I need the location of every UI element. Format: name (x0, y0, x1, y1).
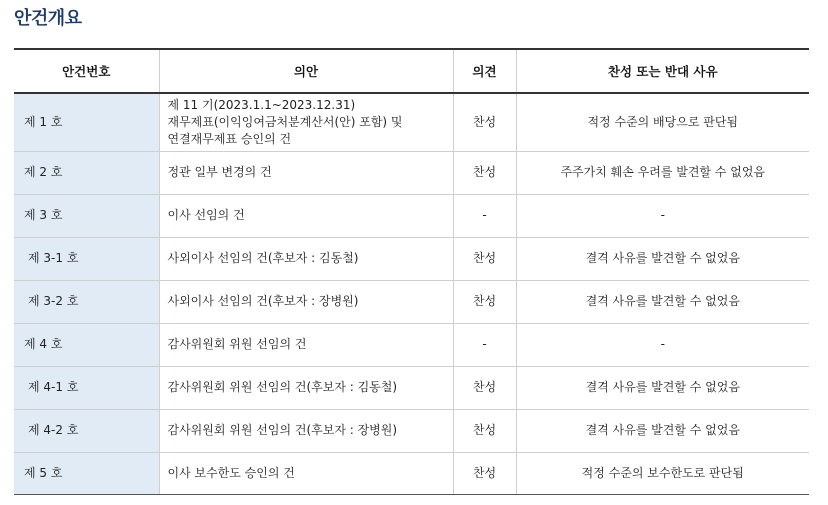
reason-cell: - (516, 323, 809, 366)
agenda-title-line: 감사위원회 위원 선임의 건(후보자 : 장병원) (167, 423, 398, 437)
column-header-agenda: 의안 (159, 49, 453, 93)
table-row (14, 323, 809, 366)
column-header-opinion: 의견 (453, 49, 516, 93)
agenda-title-line: 제 11 기(2023.1.1~2023.12.31) (167, 97, 356, 112)
agenda-title-cell (159, 194, 453, 237)
table-row (14, 194, 809, 237)
column-header-reason: 찬성 또는 반대 사유 (516, 49, 809, 93)
agenda-number-cell: 제 4-1 호 (14, 366, 159, 409)
agenda-title-cell (159, 409, 453, 452)
agenda-title-cell (159, 93, 453, 151)
agenda-number-cell: 제 4 호 (14, 323, 159, 366)
agenda-number-cell: 제 3-1 호 (14, 237, 159, 280)
opinion-cell: - (453, 323, 516, 366)
agenda-title-cell (159, 151, 453, 194)
table-row (14, 93, 809, 151)
table-row (14, 452, 809, 494)
agenda-number-cell: 제 3 호 (14, 194, 159, 237)
agenda-title-line: 이사 선임의 건 (167, 208, 245, 222)
agenda-title-line: 이사 보수한도 승인의 건 (167, 465, 295, 480)
reason-cell: 적정 수준의 보수한도로 판단됨 (516, 452, 809, 494)
opinion-cell: 찬성 (453, 237, 516, 280)
table-row (14, 280, 809, 323)
agenda-title-cell (159, 237, 453, 280)
reason-cell: 결격 사유를 발견할 수 없었음 (516, 280, 809, 323)
agenda-title-cell (159, 452, 453, 494)
agenda-table (14, 48, 809, 495)
agenda-number-cell: 제 1 호 (14, 93, 159, 151)
agenda-title-line: 정관 일부 변경의 건 (167, 165, 272, 179)
page-title: 안건개요 (14, 8, 82, 29)
agenda-number-cell: 제 3-2 호 (14, 280, 159, 323)
table-row (14, 237, 809, 280)
agenda-title-cell (159, 366, 453, 409)
opinion-cell: 찬성 (453, 452, 516, 494)
agenda-title-line: 연결재무제표 승인의 건 (167, 131, 292, 146)
table-row (14, 151, 809, 194)
opinion-cell: 찬성 (453, 280, 516, 323)
agenda-title-line: 사외이사 선임의 건(후보자 : 김동철) (167, 251, 359, 265)
column-header-agenda-number: 안건번호 (14, 49, 159, 93)
agenda-number-cell: 제 5 호 (14, 452, 159, 494)
agenda-title-line: 감사위원회 위원 선임의 건 (167, 337, 307, 351)
reason-cell: 결격 사유를 발견할 수 없었음 (516, 409, 809, 452)
table-header-row (14, 49, 809, 93)
agenda-title-cell (159, 280, 453, 323)
table-row (14, 366, 809, 409)
agenda-title-line: 사외이사 선임의 건(후보자 : 장병원) (167, 294, 359, 308)
opinion-cell: 찬성 (453, 409, 516, 452)
agenda-number-cell: 제 4-2 호 (14, 409, 159, 452)
agenda-number-cell: 제 2 호 (14, 151, 159, 194)
opinion-cell: 찬성 (453, 93, 516, 151)
opinion-cell: 찬성 (453, 366, 516, 409)
table-body (14, 93, 809, 494)
reason-cell: 결격 사유를 발견할 수 없었음 (516, 366, 809, 409)
agenda-title-line: 감사위원회 위원 선임의 건(후보자 : 김동철) (167, 380, 398, 394)
table-row (14, 409, 809, 452)
reason-cell: 적정 수준의 배당으로 판단됨 (516, 93, 809, 151)
opinion-cell: - (453, 194, 516, 237)
opinion-cell: 찬성 (453, 151, 516, 194)
reason-cell: 주주가치 훼손 우려를 발견할 수 없었음 (516, 151, 809, 194)
agenda-title-line: 재무제표(이익잉여금처분계산서(안) 포함) 및 (167, 114, 403, 129)
reason-cell: - (516, 194, 809, 237)
reason-cell: 결격 사유를 발견할 수 없었음 (516, 237, 809, 280)
agenda-title-cell (159, 323, 453, 366)
